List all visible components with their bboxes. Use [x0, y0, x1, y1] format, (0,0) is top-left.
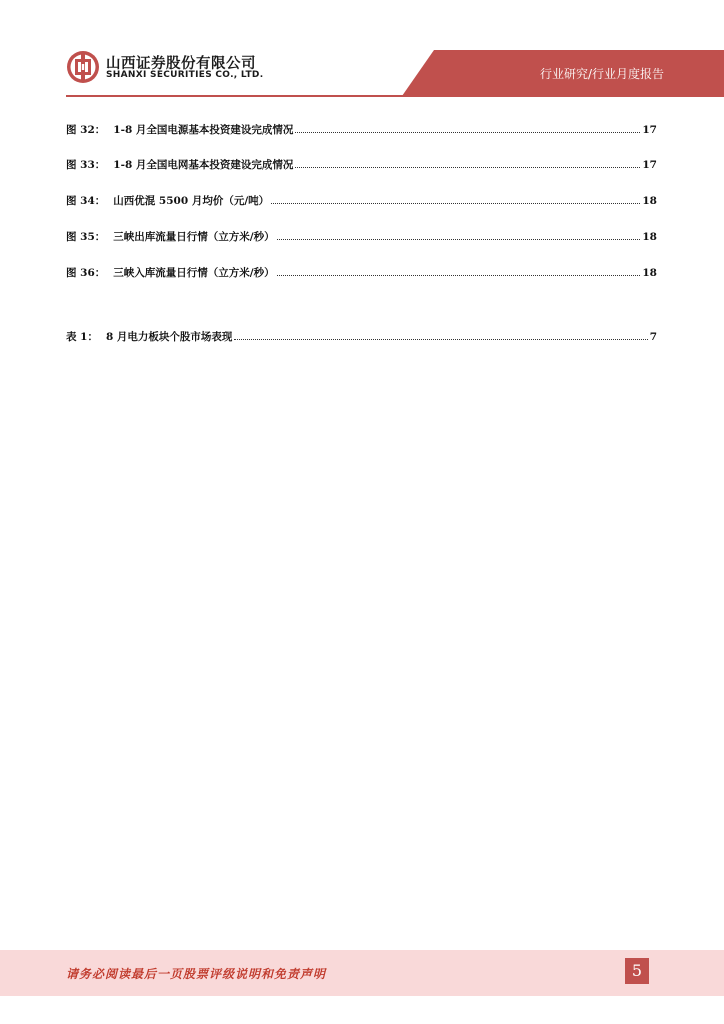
toc-page: 18 — [642, 231, 657, 243]
toc-label: 图 33： — [66, 159, 106, 171]
page-footer — [0, 950, 724, 996]
toc-label: 图 34： — [66, 195, 106, 207]
toc-entry-figure-32[interactable] — [66, 121, 657, 137]
toc-leader — [277, 264, 641, 276]
toc-page: 17 — [642, 124, 657, 136]
toc-entry-figure-33[interactable] — [66, 156, 657, 172]
toc-entry-figure-35[interactable] — [66, 228, 657, 244]
toc-leader — [295, 121, 640, 133]
toc-title: 三峡入库流量日行情（立方米/秒） — [113, 267, 275, 279]
toc-title: 三峡出库流量日行情（立方米/秒） — [113, 231, 275, 243]
toc-page: 17 — [642, 159, 657, 171]
toc-page: 18 — [642, 195, 657, 207]
toc-title: 8 月电力板块个股市场表现 — [105, 331, 233, 343]
toc-leader — [277, 228, 641, 240]
toc-title: 1-8 月全国电源基本投资建设完成情况 — [113, 124, 294, 136]
toc-label: 图 36： — [66, 267, 106, 279]
company-logo-icon — [66, 50, 100, 84]
toc-entry-table-1[interactable] — [66, 328, 657, 344]
toc-title: 山西优混 5500 月均价（元/吨） — [113, 195, 270, 207]
toc-leader — [271, 192, 640, 204]
page-header — [0, 0, 724, 100]
company-name-en: SHANXI SECURITIES CO., LTD. — [106, 70, 264, 80]
toc-leader — [295, 156, 640, 168]
header-rule — [66, 95, 724, 97]
report-type: 行业研究/行业月度报告 — [539, 67, 664, 81]
toc-page: 18 — [642, 267, 657, 279]
toc-page: 7 — [649, 331, 657, 343]
disclaimer-text: 请务必阅读最后一页股票评级说明和免责声明 — [66, 967, 327, 981]
toc-label: 图 35： — [66, 231, 106, 243]
toc-label: 图 32： — [66, 124, 106, 136]
toc-title: 1-8 月全国电网基本投资建设完成情况 — [113, 159, 294, 171]
toc-label: 表 1： — [66, 331, 98, 343]
toc-entry-figure-34[interactable] — [66, 192, 657, 208]
company-name-cn: 山西证券股份有限公司 — [106, 56, 256, 72]
toc-entry-figure-36[interactable] — [66, 264, 657, 280]
toc-leader — [234, 328, 647, 340]
page-number: 5 — [625, 958, 649, 984]
